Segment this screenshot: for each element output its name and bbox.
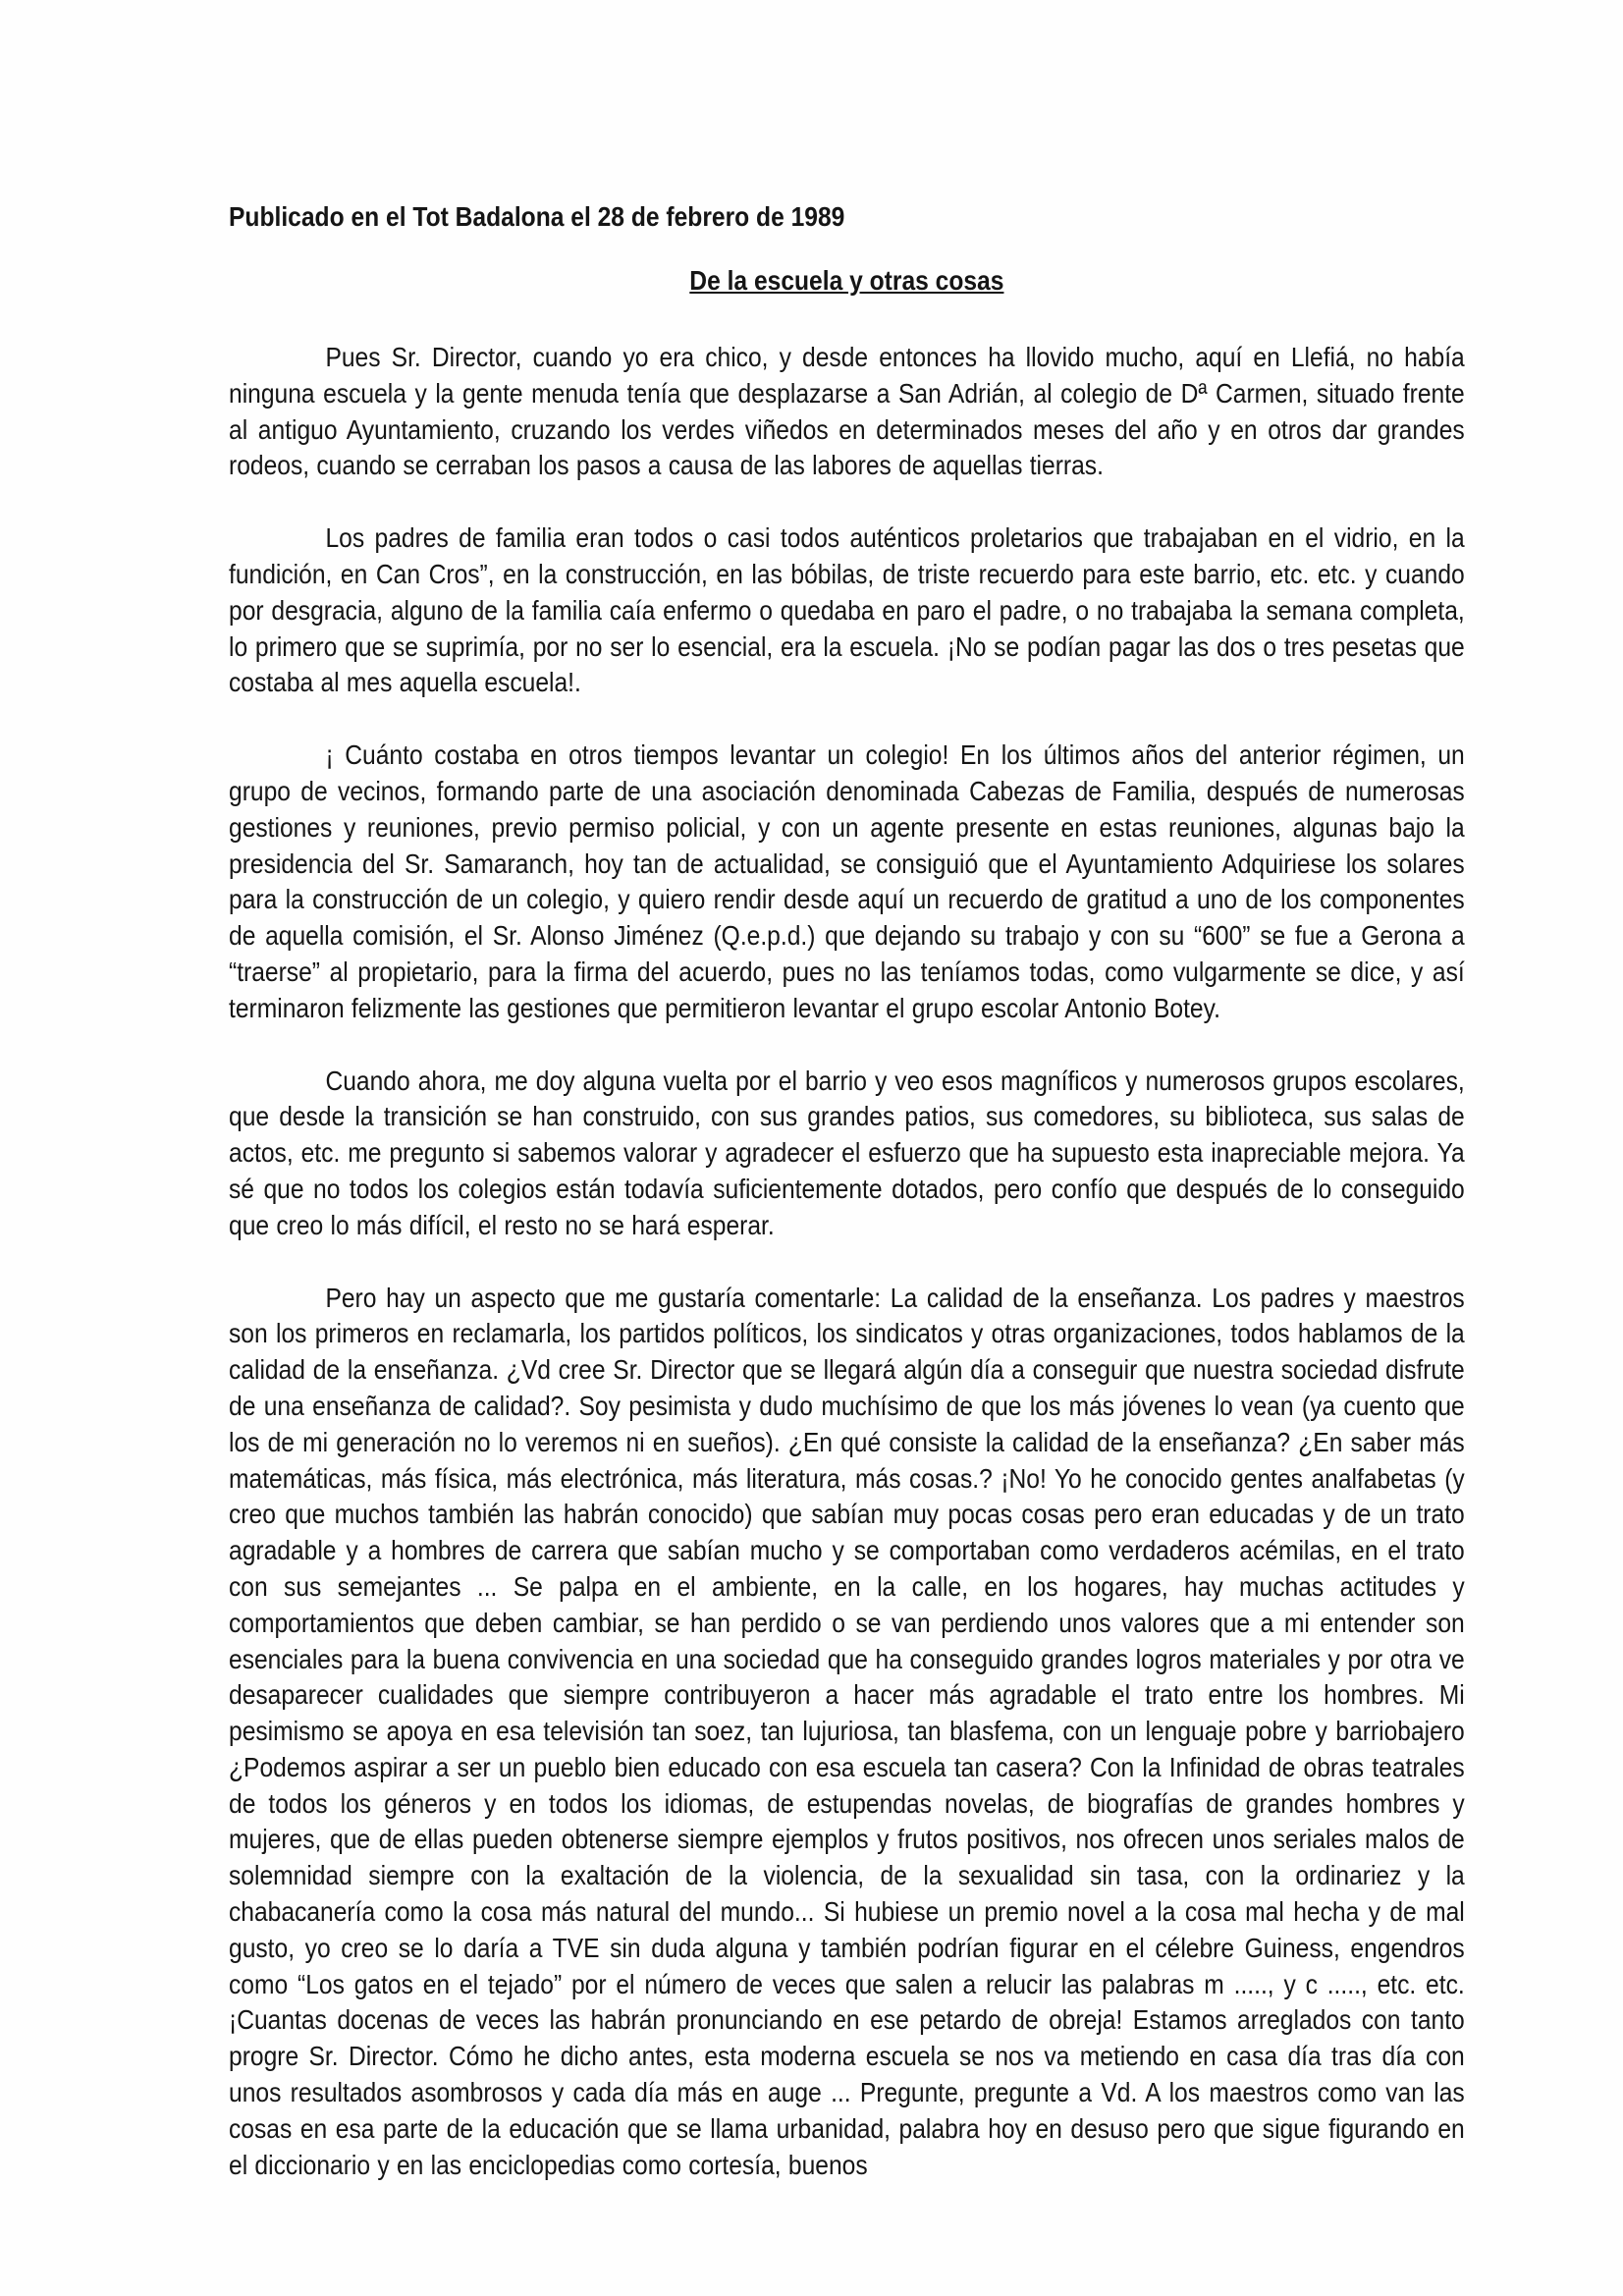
paragraph-3: ¡ Cuánto costaba en otros tiempos levantar un colegio! En los últimos años del anterior régimen, un grupo de vecinos, formando parte de una asociación denominada Cabezas de Familia, después de numerosas gestiones y reuniones, previo permiso policial, y con un agente presente en estas reuniones, algunas bajo la presidencia del Sr. Samaranch, hoy tan de actualidad, se consiguió que el Ayuntamiento Adquiriese los solares para la construcción de un colegio, y quiero rendir desde aquí un recuerdo de gratitud a uno de los componentes de aquella comisión, el Sr. Alonso Jiménez (Q.e.p.d.) que dejando su trabajo y con su “600” se fue a Gerona a “traerse” al propietario, para la firma del acuerdo, pues no las teníamos todas, como vulgarmente se dice, y así terminaron felizmente las gestiones que permitieron levantar el grupo escolar Antonio Botey.	[229, 739, 1465, 1023]
paragraph-2: Los padres de familia eran todos o casi todos auténticos proletarios que trabajaban en el vidrio, en la fundición, en Can Cros”, en la construcción, en las bóbilas, de triste recuerdo para este barrio, etc. etc. y cuando por desgracia, alguno de la familia caía enfermo o quedaba en paro el padre, o no trabajaba la semana completa, lo primero que se suprimía, por no ser lo esencial, era la escuela. ¡No se podían pagar las dos o tres pesetas que costaba al mes aquella escuela!.	[229, 522, 1465, 698]
article-title: De la escuela y otras cosas	[689, 265, 1004, 296]
document-content	[229, 198, 1465, 2183]
paragraph-5: Pero hay un aspecto que me gustaría comentarle: La calidad de la enseñanza. Los padres y maestros son los primeros en reclamarla, los partidos políticos, los sindicatos y otras organizaciones, todos hablamos de la calidad de la enseñanza. ¿Vd cree Sr. Director que se llegará algún día a conseguir que nuestra sociedad disfrute de una enseñanza de calidad?. Soy pesimista y dudo muchísimo de que los más jóvenes lo vean (ya cuento que los de mi generación no lo veremos ni en sueños). ¿En qué consiste la calidad de la enseñanza? ¿En saber más matemáticas, más física, más electrónica, más literatura, más cosas.? ¡No! Yo he conocido gentes analfabetas (y creo que muchos también las habrán conocido) que sabían muy pocas cosas pero eran educadas y de un trato agradable y a hombres de carrera que sabían mucho y se comportaban como verdaderos acémilas, en el trato con sus semejantes ... Se palpa en el ambiente, en la calle, en los hogares, hay muchas actitudes y comportamientos que deben cambiar, se han perdido o se van perdiendo unos valores que a mi entender son esenciales para la buena convivencia en una sociedad que ha conseguido grandes logros materiales y por otra ve desaparecer cualidades que siempre contribuyeron a hacer más agradable el trato entre los hombres. Mi pesimismo se apoya en esa televisión tan soez, tan lujuriosa, tan blasfema, con un lenguaje pobre y barriobajero ¿Podemos aspirar a ser un pueblo bien educado con esa escuela tan casera? Con la Infinidad de obras teatrales de todos los géneros y en todos los idiomas, de estupendas novelas, de biografías de grandes hombres y mujeres, que de ellas pueden obtenerse siempre ejemplos y frutos positivos, nos ofrecen unos seriales malos de solemnidad siempre con la exaltación de la violencia, de la sexualidad sin tasa, con la ordinariez y la chabacanería como la cosa más natural del mundo... Si hubiese un premio novel a la cosa mal hecha y de mal gusto, yo creo se lo daría a TVE sin duda alguna y también podrían figurar en el célebre Guiness, engendros como “Los gatos en el tejado” por el número de veces que salen a relucir las palabras m ....., y c ....., etc. etc. ¡Cuantas docenas de veces las habrán pronunciando en ese petardo de obreja! Estamos arreglados con tanto progre Sr. Director. Cómo he dicho antes, esta moderna escuela se nos va metiendo en casa día tras día con unos resultados asombrosos y cada día más en auge ... Pregunte, pregunte a Vd. A los maestros como van las cosas en esa parte de la educación que se llama urbanidad, palabra hoy en desuso pero que sigue figurando en el diccionario y en las enciclopedias como cortesía, buenos	[229, 1282, 1465, 2180]
paragraph-1: Pues Sr. Director, cuando yo era chico, y desde entonces ha llovido mucho, aquí en Llefiá, no había ninguna escuela y la gente menuda tenía que desplazarse a San Adrián, al colegio de Dª Carmen, situado frente al antiguo Ayuntamiento, cruzando los verdes viñedos en determinados meses del año y en otros dar grandes rodeos, cuando se cerraban los pasos a causa de las labores de aquellas tierras.	[229, 342, 1465, 481]
publication-line: Publicado en el Tot Badalona el 28 de febrero de 1989	[229, 201, 845, 232]
paragraph-4: Cuando ahora, me doy alguna vuelta por el barrio y veo esos magníficos y numerosos grupos escolares, que desde la transición se han construido, con sus grandes patios, sus comedores, su biblioteca, sus salas de actos, etc. me pregunto si sabemos valorar y agradecer el esfuerzo que ha supuesto esta inapreciable mejora. Ya sé que no todos los colegios están todavía suficientemente dotados, pero confío que después de lo conseguido que creo lo más difícil, el resto no se hará esperar.	[229, 1065, 1465, 1240]
